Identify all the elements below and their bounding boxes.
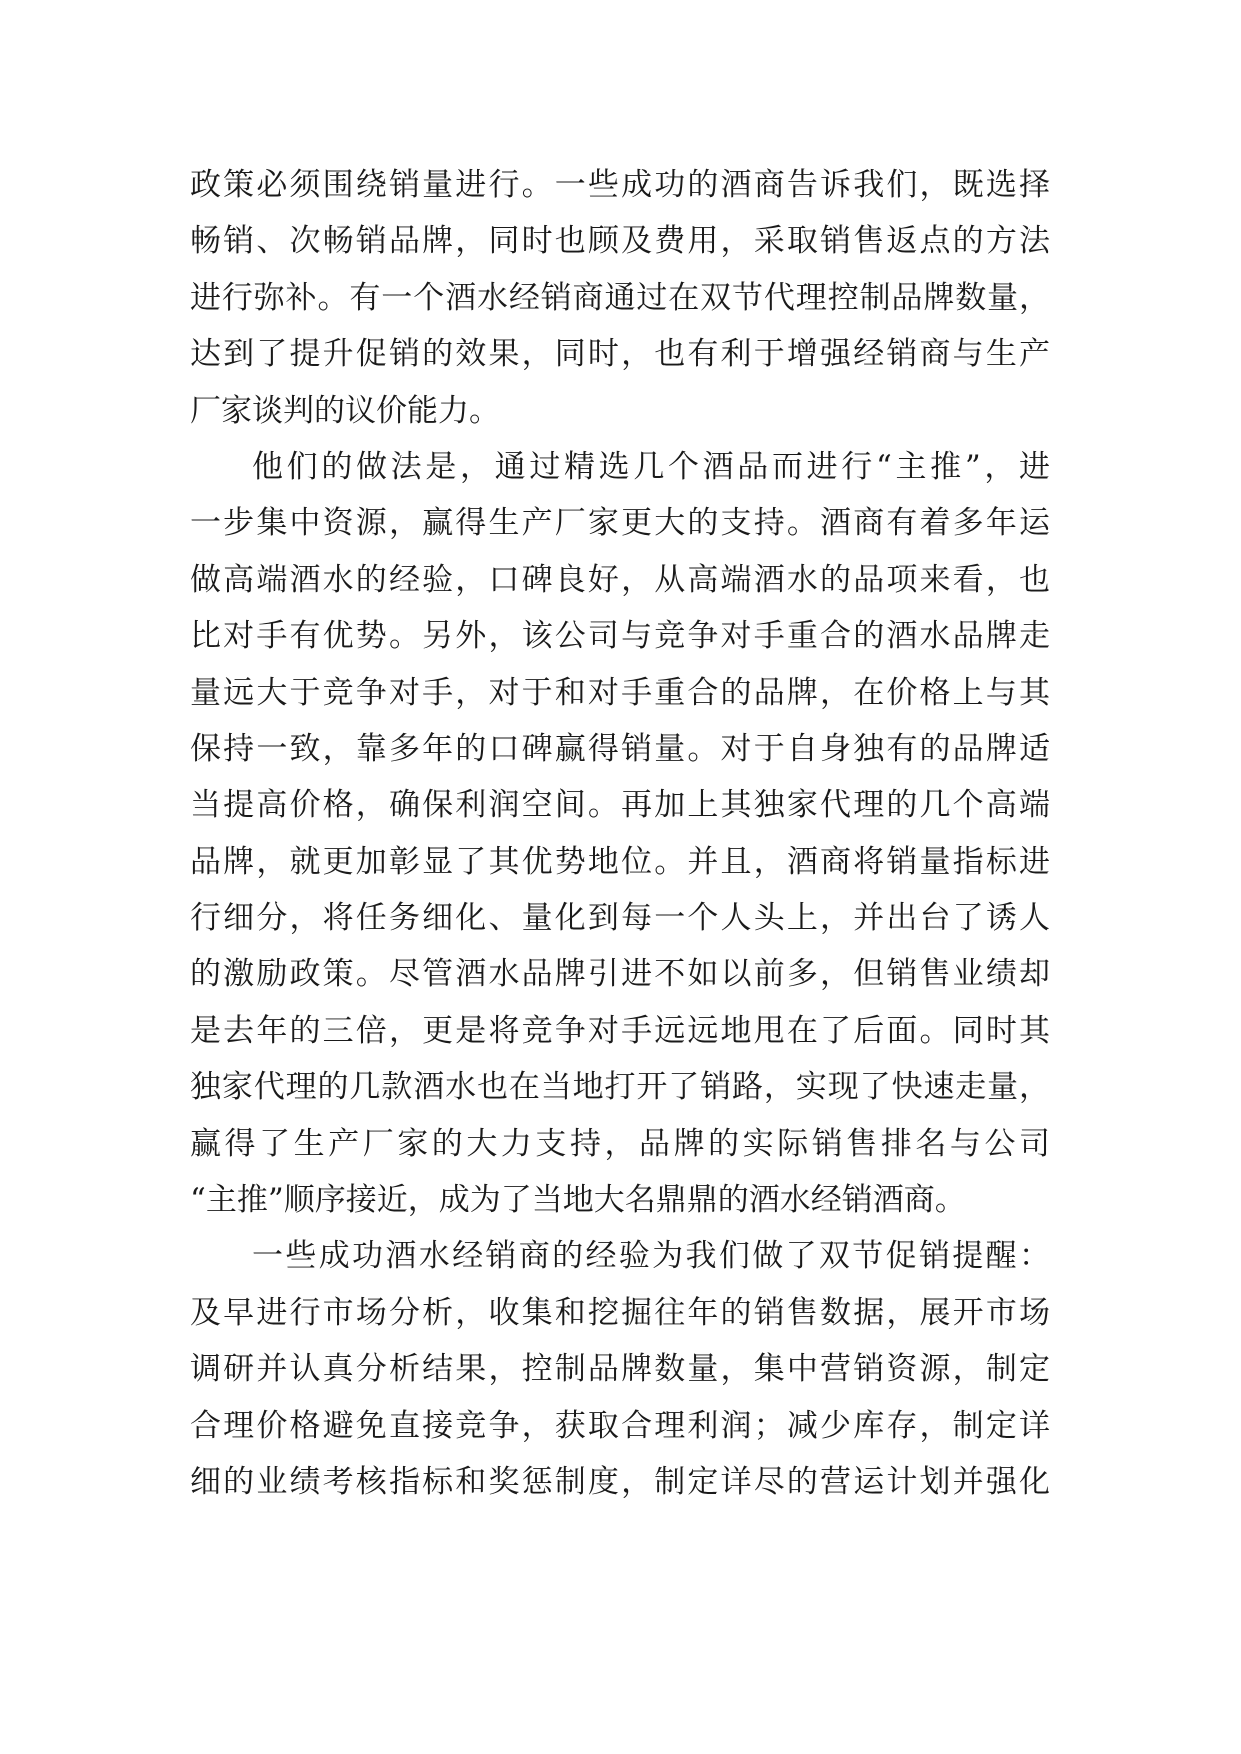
text-line: 一些成功酒水经销商的经验为我们做了双节促销提醒： xyxy=(252,1238,1050,1275)
text-line: 比对手有优势。另外，该公司与竞争对手重合的酒水品牌走 xyxy=(190,618,1050,655)
text-line: 赢得了生产厂家的大力支持，品牌的实际销售排名与公司 xyxy=(190,1125,1050,1162)
text-line: 当提高价格，确保利润空间。再加上其独家代理的几个高端 xyxy=(190,787,1050,824)
text-line: 品牌，就更加彰显了其优势地位。并且，酒商将销量指标进 xyxy=(190,843,1050,880)
text-line: 政策必须围绕销量进行。一些成功的酒商告诉我们，既选择 xyxy=(190,167,1050,203)
text-line: 一步集中资源，赢得生产厂家更大的支持。酒商有着多年运 xyxy=(190,505,1050,542)
text-line: 达到了提升促销的效果，同时，也有利于增强经销商与生产 xyxy=(190,336,1050,373)
text-line: 行细分，将任务细化、量化到每一个人头上，并出台了诱人 xyxy=(190,900,1050,937)
text-line: “主推”顺序接近，成为了当地大名鼎鼎的酒水经销酒商。 xyxy=(190,1182,966,1219)
text-line: 厂家谈判的议价能力。 xyxy=(190,392,500,429)
text-line: 及早进行市场分析，收集和挖掘往年的销售数据，展开市场 xyxy=(190,1294,1050,1331)
text-line: 做高端酒水的经验，口碑良好，从高端酒水的品项来看，也 xyxy=(190,561,1050,598)
text-line: 畅销、次畅销品牌，同时也顾及费用，采取销售返点的方法 xyxy=(190,223,1050,260)
text-line: 量远大于竞争对手，对于和对手重合的品牌，在价格上与其 xyxy=(190,674,1050,711)
text-line: 进行弥补。有一个酒水经销商通过在双节代理控制品牌数量， xyxy=(190,279,1050,316)
text-line: 合理价格避免直接竞争，获取合理利润；减少库存，制定详 xyxy=(190,1407,1050,1444)
text-line: 他们的做法是，通过精选几个酒品而进行“主推”，进 xyxy=(252,448,1050,485)
text-line: 独家代理的几款酒水也在当地打开了销路，实现了快速走量， xyxy=(190,1069,1050,1106)
text-line: 是去年的三倍，更是将竞争对手远远地甩在了后面。同时其 xyxy=(190,1012,1050,1049)
text-line: 的激励政策。尽管酒水品牌引进不如以前多，但销售业绩却 xyxy=(190,956,1050,993)
text-line: 调研并认真分析结果，控制品牌数量，集中营销资源，制定 xyxy=(190,1351,1050,1388)
text-line: 保持一致，靠多年的口碑赢得销量。对于自身独有的品牌适 xyxy=(190,730,1050,767)
text-line: 细的业绩考核指标和奖惩制度，制定详尽的营运计划并强化 xyxy=(190,1463,1050,1500)
body-text xyxy=(190,157,1050,1510)
